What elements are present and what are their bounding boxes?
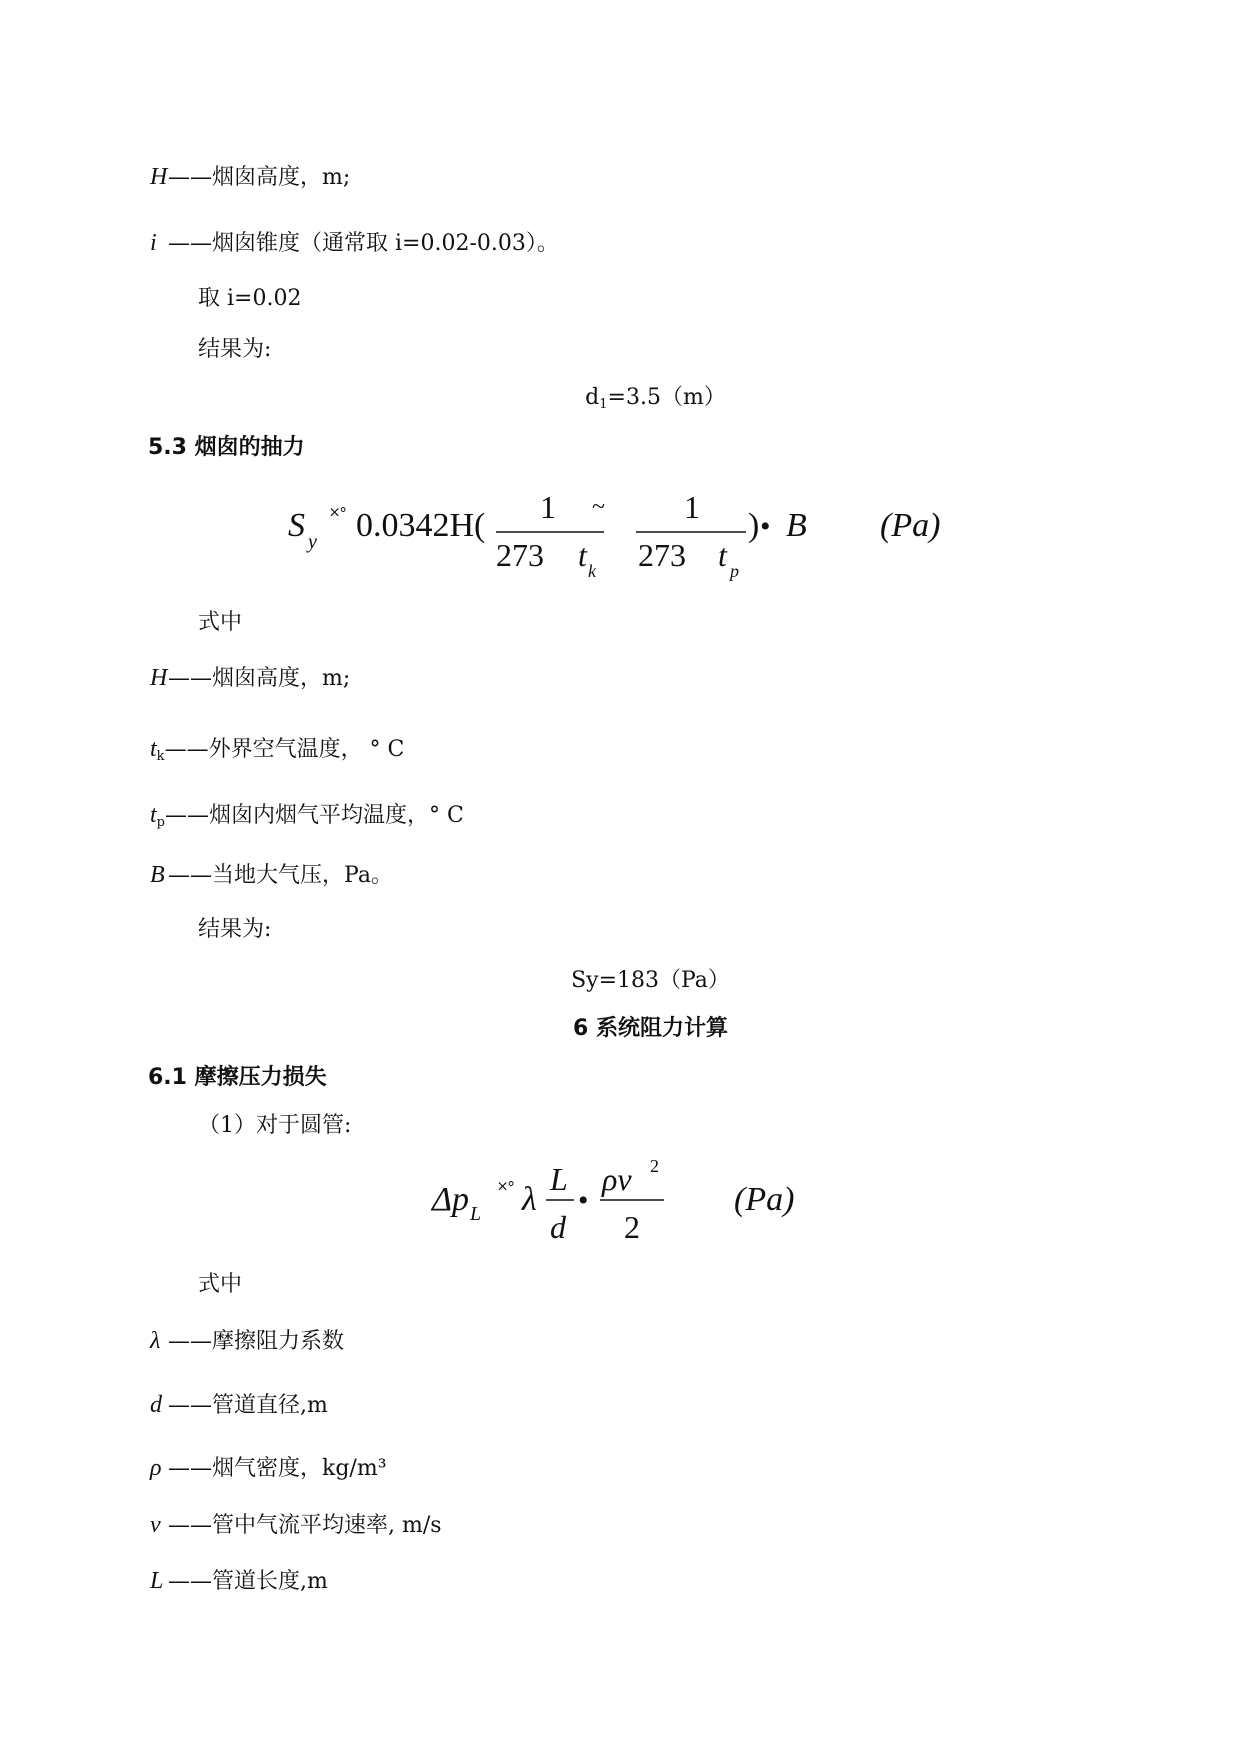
symbol: v [150, 1512, 161, 1538]
result-main: d [585, 385, 600, 410]
definition-text: ——外界空气温度， ° C [164, 737, 405, 762]
formula-num2-sup: 2 [650, 1156, 659, 1176]
formula-eq: ˟˚ [498, 1179, 516, 1205]
result-rest: =3.5（m） [607, 385, 726, 410]
chapter-6-heading: 6 系统阻力计算 [573, 1016, 728, 1041]
definition-text: ——烟囱高度，m; [168, 666, 351, 691]
formula-den2: 2 [624, 1209, 640, 1245]
definition-text: ——管道直径,m [168, 1393, 328, 1418]
formula-op: ~ [592, 494, 605, 520]
def-tk [150, 734, 404, 772]
definition-text: ——烟囱锥度（通常取 i=0.02-0.03）。 [168, 231, 559, 256]
symbol-sub: p [156, 815, 165, 830]
symbol: H [150, 164, 168, 190]
def-lambda [150, 1326, 344, 1357]
result-label: 结果为: [198, 917, 272, 942]
formula-lhs-sub: y [308, 531, 317, 553]
formula-den1: d [550, 1209, 566, 1245]
def-rho [150, 1453, 387, 1484]
formula-unit: (Pa) [734, 1181, 795, 1218]
formula-den2-a: 273 [638, 537, 686, 573]
formula-eq: ˟˚ [330, 505, 348, 531]
definition-text: ——管中气流平均速率, m/s [168, 1513, 442, 1538]
symbol: L [150, 1568, 164, 1594]
formula-den2-sub: p [730, 561, 739, 581]
formula-tail-b: B [786, 507, 807, 544]
def-v [150, 1510, 442, 1541]
section-5-3-heading: 5.3 烟囱的抽力 [148, 435, 305, 460]
formula-lambda: λ [522, 1181, 537, 1218]
formula-dot: • [760, 510, 771, 543]
definition-text: ——管道长度,m [168, 1569, 328, 1594]
formula-den1-sub: k [588, 561, 596, 581]
formula-draft [288, 489, 940, 581]
def-d [150, 1390, 328, 1421]
take-i-line: 取 i=0.02 [198, 286, 302, 311]
def-H [150, 663, 350, 701]
formula-den1-a: 273 [496, 537, 544, 573]
formula-lhs: S [288, 507, 305, 544]
round-pipe-label: （1）对于圆管: [198, 1113, 352, 1138]
formula-coef: 0.0342H( [356, 507, 486, 544]
definition-text: ——烟囱高度，m; [168, 165, 351, 190]
formula-lhs-sub: L [470, 1203, 482, 1225]
def-L [150, 1566, 328, 1597]
section-6-1-heading: 6.1 摩擦压力损失 [148, 1065, 327, 1090]
def-tp [150, 800, 464, 838]
formula-num1: L [550, 1161, 568, 1197]
formula-num2: 1 [684, 489, 700, 525]
result-label: 结果为: [198, 337, 272, 362]
symbol: d [150, 1392, 162, 1418]
def-H-top [150, 162, 350, 193]
symbol: λ [150, 1328, 161, 1354]
symbol: ρ [150, 1455, 162, 1481]
formula-dot: • [578, 1184, 589, 1217]
formula-num1: 1 [540, 489, 556, 525]
definition-text: ——当地大气压，Pa。 [168, 863, 393, 888]
formula-unit: (Pa) [880, 507, 941, 544]
result-sy: Sy=183（Pa） [571, 968, 730, 993]
symbol: i [150, 230, 157, 256]
formula-lhs: Δp [432, 1181, 469, 1218]
formula-den1-b: t [578, 537, 587, 573]
symbol: H [150, 665, 168, 691]
symbol: t [150, 802, 157, 828]
def-i-top [150, 228, 559, 259]
formula-den2-b: t [718, 537, 727, 573]
formula-num2: ρv [602, 1161, 632, 1197]
symbol: B [150, 862, 165, 888]
definition-text: ——烟囱内烟气平均温度，° C [165, 803, 464, 828]
definition-text: ——烟气密度，kg/m³ [168, 1456, 387, 1481]
result-d1 [0, 383, 1241, 420]
formula-friction [430, 1156, 794, 1245]
symbol-sub: k [156, 749, 165, 764]
def-B [150, 860, 393, 898]
definition-text: ——摩擦阻力系数 [168, 1329, 345, 1354]
where-label: 式中 [198, 610, 243, 635]
formula-tail: ) [748, 507, 760, 544]
result-sub: 1 [599, 397, 608, 412]
symbol: t [150, 736, 157, 762]
where-label: 式中 [198, 1272, 243, 1297]
